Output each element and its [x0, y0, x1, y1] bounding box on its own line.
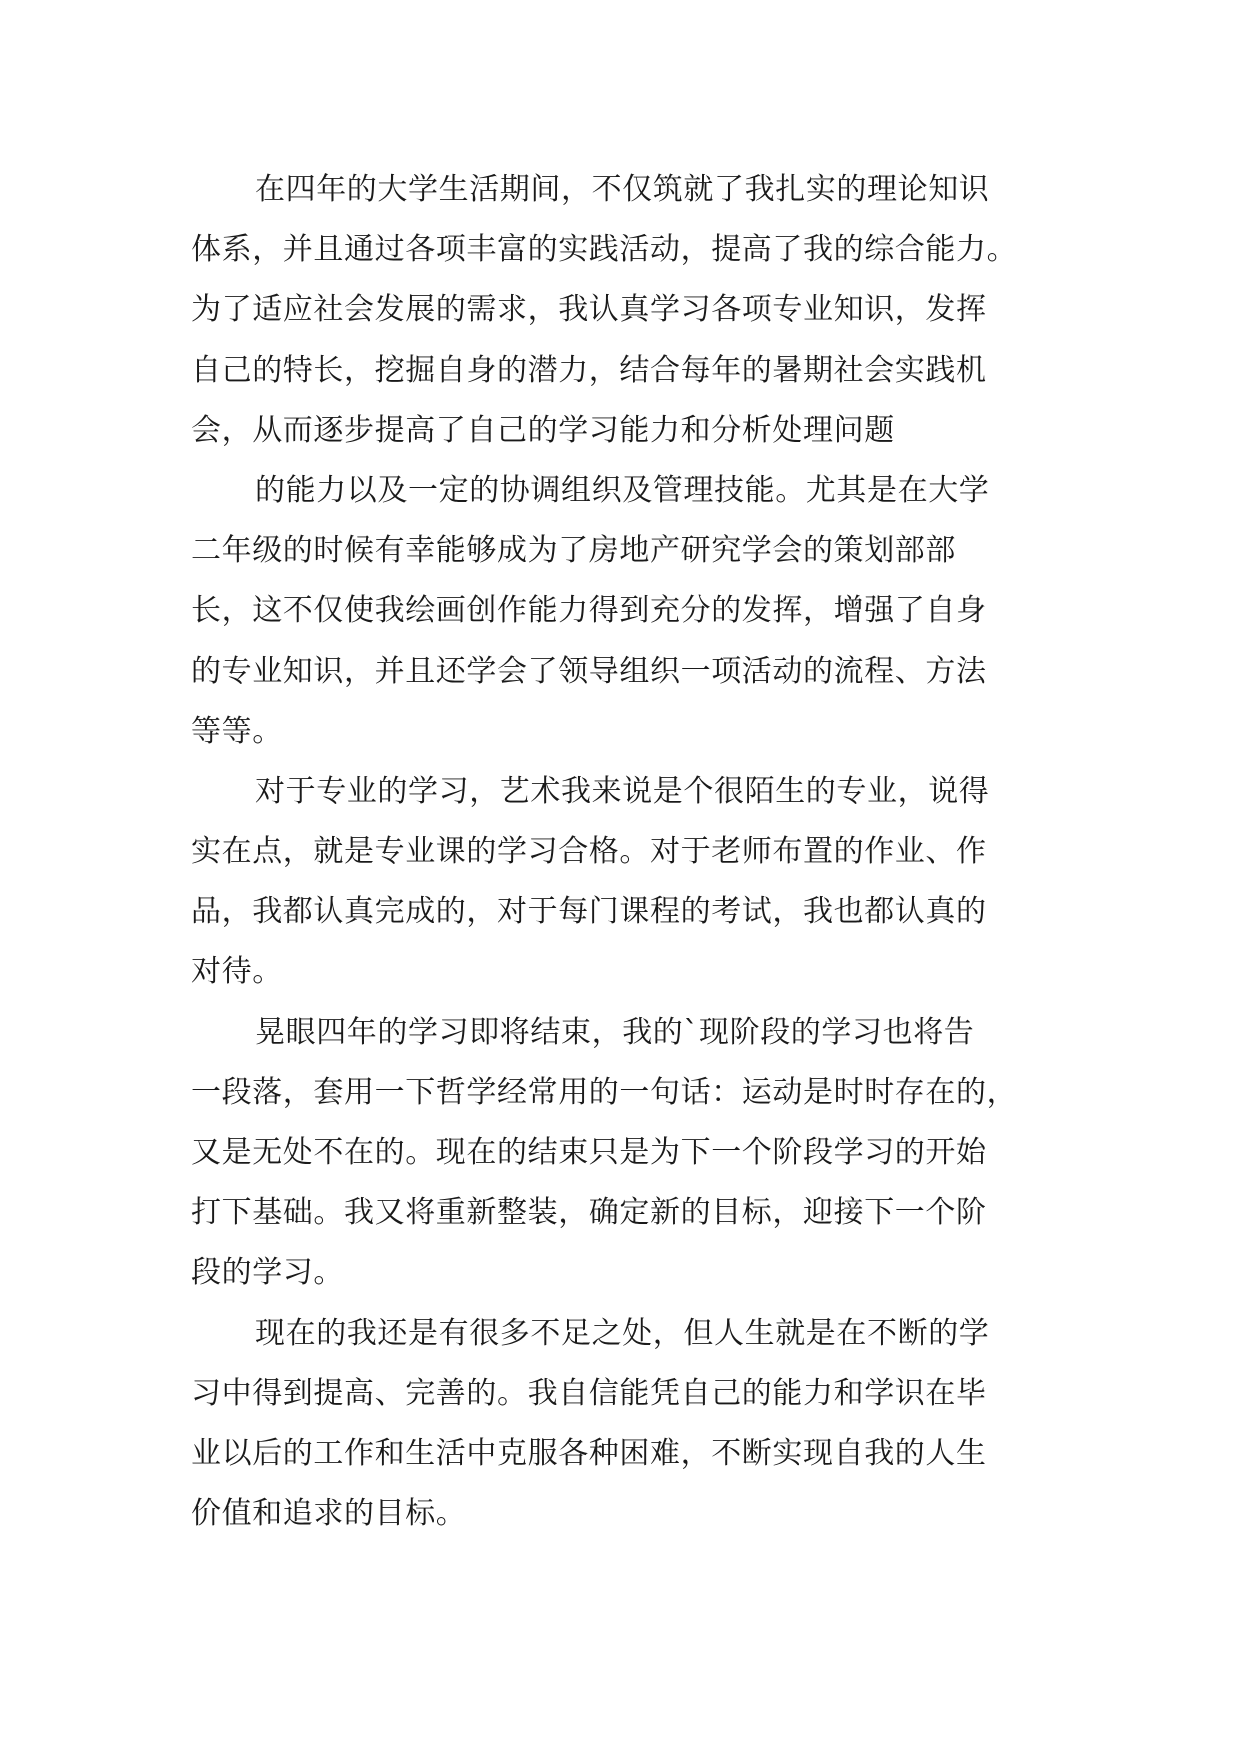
text-line: 打下基础。我又将重新整装，确定新的目标，迎接下一个阶	[191, 1195, 987, 1231]
paragraph-4	[191, 1003, 1071, 1304]
text-line: 对待。	[191, 954, 283, 990]
text-line: 为了适应社会发展的需求，我认真学习各项专业知识，发挥	[191, 292, 987, 328]
document-body	[191, 160, 1071, 1544]
paragraph-3	[191, 762, 1071, 1003]
paragraph-1	[191, 160, 1071, 461]
text-line: 在四年的大学生活期间，不仅筑就了我扎实的理论知识	[255, 172, 990, 207]
text-line: 一段落，套用一下哲学经常用的一句话：运动是时时存在的，	[191, 1074, 1018, 1110]
text-line: 的专业知识，并且还学会了领导组织一项活动的流程、方法	[191, 653, 987, 689]
text-line: 段的学习。	[191, 1255, 344, 1291]
text-line: 对于专业的学习，艺术我来说是个很陌生的专业，说得	[255, 773, 990, 809]
text-line: 现在的我还是有很多不足之处，但人生就是在不断的学	[255, 1315, 990, 1351]
text-line: 等等。	[191, 713, 283, 749]
text-line: 价值和追求的目标。	[191, 1496, 467, 1532]
text-line: 自己的特长，挖掘自身的潜力，结合每年的暑期社会实践机	[191, 352, 987, 388]
text-line: 实在点，就是专业课的学习合格。对于老师布置的作业、作	[191, 834, 987, 870]
text-line: 又是无处不在的。现在的结束只是为下一个阶段学习的开始	[191, 1135, 987, 1170]
paragraph-2	[191, 461, 1071, 762]
text-line: 晃眼四年的学习即将结束，我的`现阶段的学习也将告	[255, 1014, 975, 1050]
paragraph-5	[191, 1304, 1071, 1545]
text-line: 的能力以及一定的协调组织及管理技能。尤其是在大学	[255, 472, 990, 508]
text-line: 品，我都认真完成的，对于每门课程的考试，我也都认真的	[191, 894, 987, 930]
text-line: 业以后的工作和生活中克服各种困难，不断实现自我的人生	[191, 1435, 987, 1471]
text-line: 长，这不仅使我绘画创作能力得到充分的发挥，增强了自身	[191, 593, 987, 629]
text-line: 习中得到提高、完善的。我自信能凭自己的能力和学识在毕	[191, 1375, 987, 1411]
text-line: 体系，并且通过各项丰富的实践活动，提高了我的综合能力。	[191, 232, 1018, 268]
text-line: 会，从而逐步提高了自己的学习能力和分析处理问题	[191, 412, 895, 448]
text-line: 二年级的时候有幸能够成为了房地产研究学会的策划部部	[191, 533, 956, 569]
